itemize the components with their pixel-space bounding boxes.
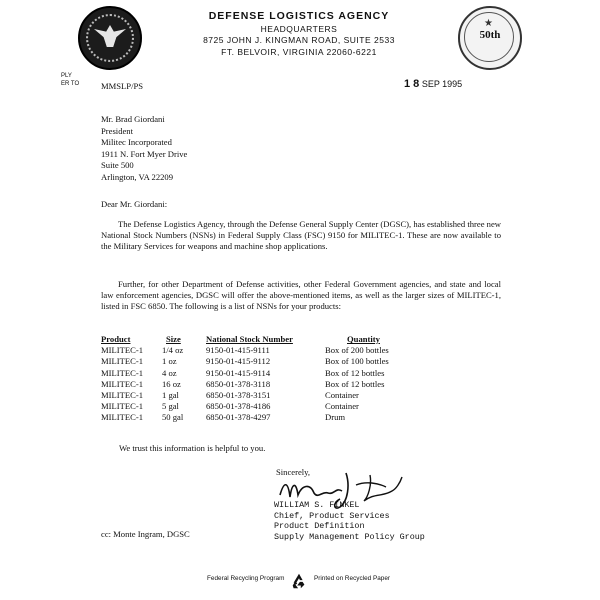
table-row <box>101 390 447 401</box>
cell-quantity: Container <box>325 389 359 400</box>
date-day: 1 8 <box>404 78 420 90</box>
cell-product: MILITEC-1 <box>101 345 144 356</box>
letterhead <box>150 10 448 58</box>
table-row <box>101 401 447 412</box>
signoff: Sincerely, <box>276 467 311 477</box>
paragraph-1-text: The Defense Logistics Agency, through the Defense General Supply Center (DGSC), has established three new National Stock Numbers (NSNs) in Federal Supply Class (FSC) 9150 for MILITEC-1. These are now available to the Military Services for weapons and machine shop applications. <box>101 219 501 252</box>
cell-nsn: 6850-01-378-3151 <box>206 389 271 400</box>
recipient-name: Mr. Brad Giordani <box>101 114 165 124</box>
anniversary-seal-icon: ★ 50th <box>458 6 522 70</box>
headquarters-label: HEADQUARTERS <box>260 23 338 34</box>
date-month-year: SEP 1995 <box>421 79 463 89</box>
reference-code: MMSLP/PS <box>101 81 144 91</box>
cell-product: MILITEC-1 <box>101 389 144 400</box>
cell-product: MILITEC-1 <box>101 367 144 378</box>
cell-quantity: Drum <box>325 412 346 423</box>
cell-size: 5 gal <box>162 401 179 412</box>
margin-text-2: ER TO <box>61 81 80 87</box>
cell-nsn: 9150-01-415-9111 <box>206 345 270 356</box>
cell-product: MILITEC-1 <box>101 378 144 389</box>
cell-product: MILITEC-1 <box>101 401 144 412</box>
recipient-street: 1911 N. Fort Myer Drive <box>101 148 188 159</box>
closing-line: We trust this information is helpful to you. <box>119 443 266 453</box>
cell-size: 4 oz <box>162 367 177 378</box>
anniversary-text: 50th <box>479 29 501 41</box>
cell-nsn: 9150-01-415-9112 <box>206 356 271 367</box>
cell-size: 1 gal <box>162 389 179 400</box>
body-paragraph-2 <box>101 279 501 313</box>
column-header-size: Size <box>166 334 181 344</box>
letter-date <box>404 77 462 91</box>
signature-block <box>274 500 425 542</box>
agency-name: DEFENSE LOGISTICS AGENCY <box>208 10 390 22</box>
cc-line: cc: Monte Ingram, DGSC <box>101 529 190 539</box>
cell-size: 1 oz <box>162 356 177 367</box>
column-header-quantity: Quantity <box>347 334 380 344</box>
cell-quantity: Box of 12 bottles <box>325 367 385 378</box>
recipient-company: Militec Incorporated <box>101 137 172 148</box>
body-paragraph-1 <box>101 219 501 253</box>
cell-quantity: Box of 12 bottles <box>325 378 385 389</box>
cell-size: 50 gal <box>162 412 184 423</box>
recipient-title: President <box>101 125 133 136</box>
cell-nsn: 6850-01-378-3118 <box>206 378 271 389</box>
footer-left: Federal Recycling Program <box>207 575 285 582</box>
signer-title: Chief, Product Services <box>274 510 390 521</box>
table-row <box>101 379 447 390</box>
table-row <box>101 412 447 423</box>
nsn-table <box>101 334 447 423</box>
signer-division: Product Definition <box>274 521 365 531</box>
cell-quantity: Box of 200 bottles <box>325 345 389 356</box>
cell-product: MILITEC-1 <box>101 356 144 367</box>
footer-right: Printed on Recycled Paper <box>314 575 391 582</box>
table-row <box>101 345 447 356</box>
table-header-row <box>101 334 447 345</box>
recipient-address <box>101 114 187 184</box>
column-header-nsn: National Stock Number <box>206 334 293 344</box>
address-line-2: FT. BELVOIR, VIRGINIA 22060-6221 <box>221 46 377 57</box>
signer-group: Supply Management Policy Group <box>274 531 425 542</box>
department-of-defense-seal-icon <box>78 6 142 70</box>
cell-quantity: Box of 100 bottles <box>325 356 389 367</box>
cell-size: 16 oz <box>162 378 181 389</box>
cell-size: 1/4 oz <box>162 345 184 356</box>
recipient-city: Arlington, VA 22209 <box>101 171 174 182</box>
signer-name: WILLIAM S. FINKEL <box>274 500 360 510</box>
table-row <box>101 356 447 367</box>
cell-nsn: 9150-01-415-9114 <box>206 367 271 378</box>
paragraph-2-text: Further, for other Department of Defense activities, other Federal Government agencies, and state and local law enforcement agencies, DGSC will offer the above-mentioned items, as well as the larger sizes of MILITEC-1, listed in FSC 6850. The following is a list of NSNs for your products: <box>101 279 501 312</box>
cell-nsn: 6850-01-378-4186 <box>206 401 271 412</box>
table-row <box>101 368 447 379</box>
margin-text-1: PLY <box>61 73 72 79</box>
cell-quantity: Container <box>325 401 359 412</box>
recipient-suite: Suite 500 <box>101 160 134 171</box>
cell-nsn: 6850-01-378-4297 <box>206 412 271 423</box>
recycle-icon <box>290 572 308 590</box>
column-header-product: Product <box>101 334 131 344</box>
address-line-1: 8725 JOHN J. KINGMAN ROAD, SUITE 2533 <box>203 35 395 46</box>
cell-product: MILITEC-1 <box>101 412 144 423</box>
salutation: Dear Mr. Giordani: <box>101 199 168 209</box>
